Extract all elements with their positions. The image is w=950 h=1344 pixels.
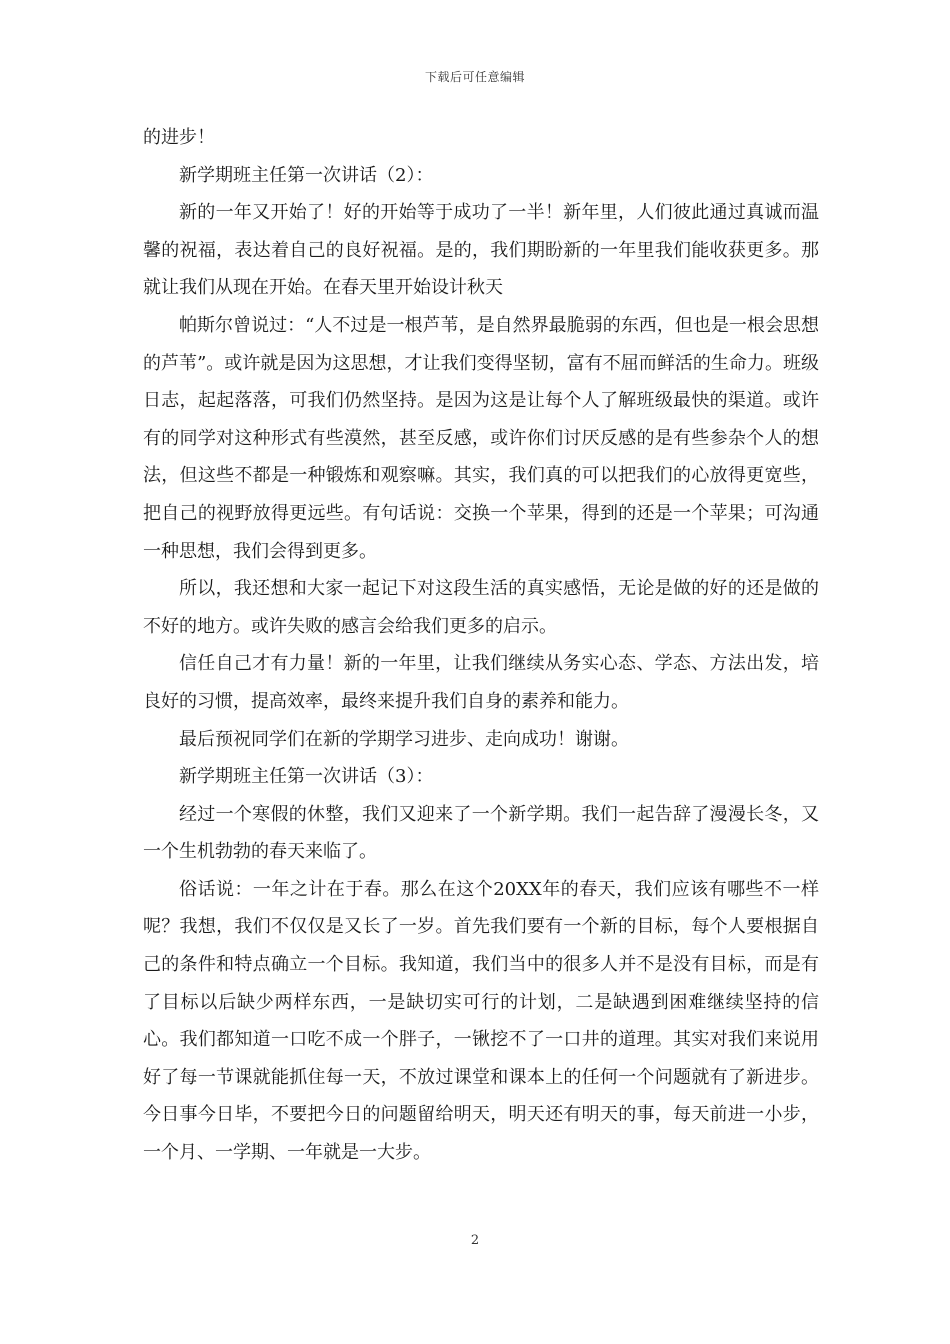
page-header: 下载后可任意编辑: [424, 70, 525, 84]
paragraph: 最后预祝同学们在新的学期学习进步、走向成功！谢谢。: [179, 728, 629, 750]
page-number: 2: [470, 1233, 480, 1248]
document-body: [143, 119, 819, 1172]
paragraph-continuation: 的进步！: [143, 127, 215, 148]
section-heading-2: 新学期班主任第一次讲话（2）：: [179, 164, 434, 186]
section-heading-3: 新学期班主任第一次讲话（3）：: [179, 766, 434, 788]
paragraph: 经过一个寒假的休整，我们又迎来了一个新学期。我们一起告辞了漫漫长冬，又一个生机勃勃的春天来临了。: [143, 803, 819, 863]
paragraph: 新的一年又开始了！好的开始等于成功了一半！新年里，人们彼此通过真诚而温馨的祝福，表达着自己的良好祝福。是的，我们期盼新的一年里我们能收获更多。那就让我们从现在开始。在春天里开始设计秋天: [143, 202, 819, 299]
paragraph: 信任自己才有力量！新的一年里，让我们继续从务实心态、学态、方法出发，培良好的习惯，提高效率，最终来提升我们自身的素养和能力。: [143, 653, 819, 712]
paragraph: 帕斯尔曾说过：“人不过是一根芦苇，是自然界最脆弱的东西，但也是一根会思想的芦苇”。或许就是因为这思想，才让我们变得坚韧，富有不屈而鲜活的生命力。班级日志，起起落落，可我们仍然坚持。是因为这是让每个人了解班级最快的渠道。或许有的同学对这种形式有些漠然，甚至反感，或许你们讨厌反感的是有些参杂个人的想法，但这些不都是一种锻炼和观察嘛。其实，我们真的可以把我们的心放得更宽些，把自己的视野放得更远些。有句话说：交换一个苹果，得到的还是一个苹果；可沟通一种思想，我们会得到更多。: [143, 314, 819, 562]
paragraph: 所以，我还想和大家一起记下对这段生活的真实感悟，无论是做的好的还是做的不好的地方。或许失败的感言会给我们更多的启示。: [143, 578, 819, 637]
paragraph: 俗话说：一年之计在于春。那么在这个20XX年的春天，我们应该有哪些不一样呢？我想，我们不仅仅是又长了一岁。首先我们要有一个新的目标，每个人要根据自己的条件和特点确立一个目标。我知道，我们当中的很多人并不是没有目标，而是有了目标以后缺少两样东西，一是缺切实可行的计划，二是缺遇到困难继续坚持的信心。我们都知道一口吃不成一个胖子，一锹挖不了一口井的道理。其实对我们来说用好了每一节课就能抓住每一天，不放过课堂和课本上的任何一个问题就有了新进步。今日事今日毕，不要把今日的问题留给明天，明天还有明天的事，每天前进一小步，一个月、一学期、一年就是一大步。: [143, 878, 819, 1164]
